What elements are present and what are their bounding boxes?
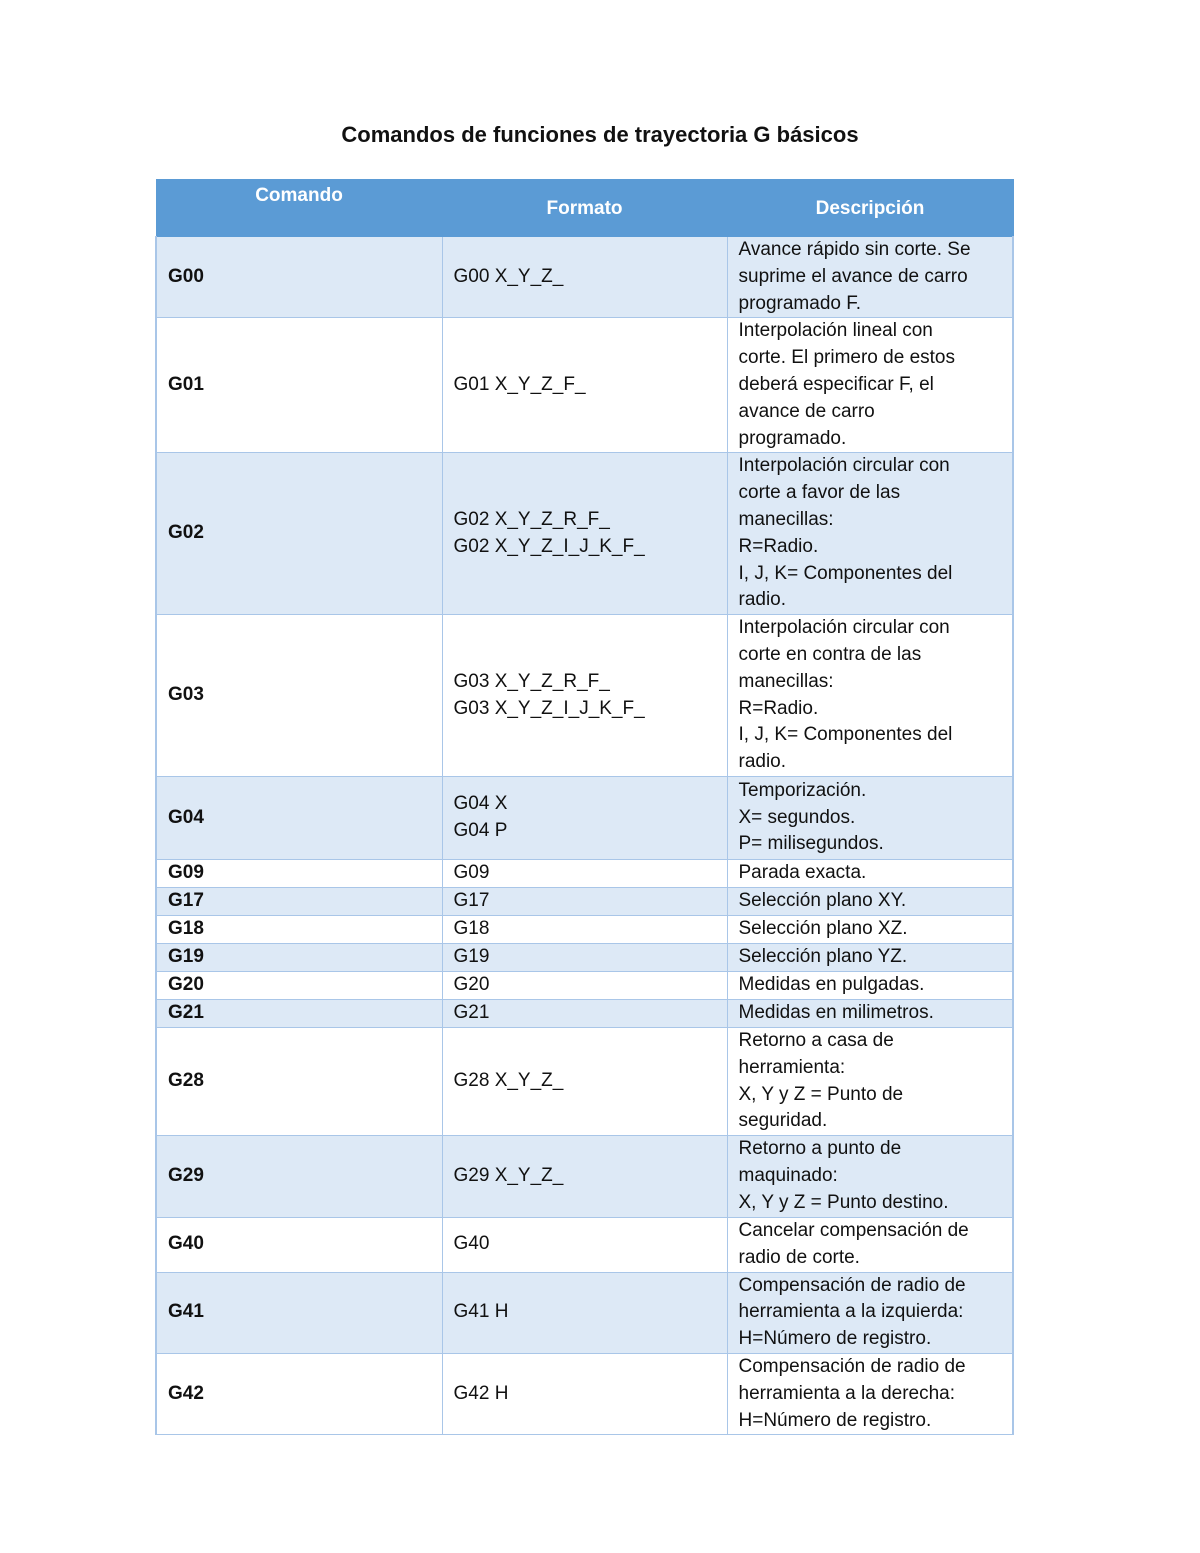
description-line: Retorno a punto de	[738, 1138, 902, 1160]
description-cell	[727, 318, 1013, 453]
table-row	[156, 971, 1013, 999]
table-row	[156, 887, 1013, 915]
description-line: Cancelar compensación de	[738, 1219, 969, 1241]
command-cell: G29	[156, 1136, 442, 1217]
table-row	[156, 859, 1013, 887]
description-line: Compensación de radio de	[738, 1355, 966, 1377]
format-line: G00 X_Y_Z_	[453, 265, 564, 287]
table-row	[156, 1353, 1013, 1434]
format-line: G28 X_Y_Z_	[453, 1070, 564, 1092]
description-line: corte. El primero de estos	[738, 347, 955, 369]
format-cell	[442, 1136, 727, 1217]
description-cell	[727, 776, 1013, 859]
format-line: G02 X_Y_Z_R_F_	[453, 508, 610, 530]
description-line: Retorno a casa de	[738, 1029, 894, 1051]
description-line: H=Número de registro.	[738, 1328, 932, 1350]
description-line: H=Número de registro.	[738, 1409, 932, 1431]
format-line: G19	[453, 946, 490, 968]
header-descripcion-label: Descripción	[815, 198, 925, 219]
format-line: G02 X_Y_Z_I_J_K_F_	[453, 535, 645, 557]
description-cell	[727, 1136, 1013, 1217]
format-cell	[442, 971, 727, 999]
description-line: deberá especificar F, el	[738, 373, 934, 395]
command-cell: G21	[156, 999, 442, 1027]
table-row	[156, 1217, 1013, 1272]
format-cell	[442, 887, 727, 915]
description-cell	[727, 1217, 1013, 1272]
description-cell	[727, 859, 1013, 887]
format-cell	[442, 943, 727, 971]
description-cell	[727, 887, 1013, 915]
description-line: Avance rápido sin corte. Se	[738, 239, 971, 260]
command-cell: G09	[156, 859, 442, 887]
description-line: Selección plano XY.	[738, 890, 907, 912]
table-row	[156, 318, 1013, 453]
header-comando	[156, 180, 442, 237]
description-cell	[727, 1353, 1013, 1434]
description-line: programado F.	[738, 292, 862, 314]
description-line: herramienta:	[738, 1056, 846, 1078]
description-line: Interpolación lineal con	[738, 320, 933, 342]
table-row	[156, 237, 1013, 318]
document-title: Comandos de funciones de trayectoria G básicos	[341, 122, 859, 147]
description-line: maquinado:	[738, 1164, 838, 1186]
format-cell	[442, 915, 727, 943]
table-row	[156, 999, 1013, 1027]
description-line: herramienta a la derecha:	[738, 1382, 956, 1404]
command-cell: G19	[156, 943, 442, 971]
description-line: avance de carro	[738, 400, 875, 422]
format-line: G41 H	[453, 1301, 509, 1323]
description-line: I, J, K= Componentes del	[738, 562, 953, 584]
description-cell	[727, 615, 1013, 777]
description-line: Compensación de radio de	[738, 1274, 966, 1296]
description-line: seguridad.	[738, 1110, 828, 1132]
command-cell: G42	[156, 1353, 442, 1434]
command-cell: G40	[156, 1217, 442, 1272]
command-cell: G18	[156, 915, 442, 943]
command-cell: G28	[156, 1027, 442, 1135]
description-line: manecillas:	[738, 508, 834, 530]
g-commands-table	[155, 179, 1014, 1435]
description-line: P= milisegundos.	[738, 833, 884, 855]
command-cell: G04	[156, 776, 442, 859]
description-cell	[727, 1027, 1013, 1135]
format-cell	[442, 1217, 727, 1272]
format-cell	[442, 1353, 727, 1434]
command-cell: G00	[156, 237, 442, 318]
format-line: G42 H	[453, 1382, 509, 1404]
description-cell	[727, 915, 1013, 943]
format-cell	[442, 453, 727, 615]
format-line: G01 X_Y_Z_F_	[453, 373, 586, 395]
description-line: corte en contra de las	[738, 643, 922, 665]
format-cell	[442, 999, 727, 1027]
description-line: Medidas en milimetros.	[738, 1002, 934, 1024]
description-line: Parada exacta.	[738, 862, 867, 884]
description-line: X, Y y Z = Punto de	[738, 1083, 904, 1105]
format-line: G09	[453, 862, 490, 884]
format-cell	[442, 318, 727, 453]
header-comando-label: Comando	[255, 185, 343, 206]
description-line: suprime el avance de carro	[738, 265, 968, 287]
format-line: G18	[453, 918, 490, 940]
table-row	[156, 1272, 1013, 1353]
description-line: I, J, K= Componentes del	[738, 724, 953, 746]
format-cell	[442, 1272, 727, 1353]
format-line: G40	[453, 1233, 490, 1255]
description-line: Interpolación circular con	[738, 617, 950, 639]
format-cell	[442, 859, 727, 887]
description-line: radio.	[738, 751, 787, 773]
table-row	[156, 1027, 1013, 1135]
description-cell	[727, 1272, 1013, 1353]
table-row	[156, 776, 1013, 859]
description-line: R=Radio.	[738, 535, 819, 557]
description-line: herramienta a la izquierda:	[738, 1301, 964, 1323]
description-line: radio de corte.	[738, 1246, 860, 1268]
table-row	[156, 615, 1013, 777]
description-cell	[727, 999, 1013, 1027]
description-line: radio.	[738, 589, 787, 611]
description-line: manecillas:	[738, 670, 834, 692]
description-line: X= segundos.	[738, 806, 856, 828]
description-line: programado.	[738, 427, 847, 449]
description-line: X, Y y Z = Punto destino.	[738, 1191, 949, 1213]
command-cell: G02	[156, 453, 442, 615]
command-cell: G20	[156, 971, 442, 999]
description-cell	[727, 943, 1013, 971]
command-cell: G17	[156, 887, 442, 915]
description-line: Selección plano XZ.	[738, 918, 908, 940]
format-cell	[442, 615, 727, 777]
format-cell	[442, 237, 727, 318]
table-row	[156, 1136, 1013, 1217]
description-line: corte a favor de las	[738, 482, 901, 504]
format-line: G29 X_Y_Z_	[453, 1164, 564, 1186]
description-cell	[727, 237, 1013, 318]
header-formato	[442, 180, 727, 237]
table-row	[156, 915, 1013, 943]
format-line: G04 P	[453, 819, 508, 841]
table-header-row	[156, 180, 1013, 237]
description-line: Medidas en pulgadas.	[738, 974, 925, 996]
description-line: Selección plano YZ.	[738, 946, 908, 968]
description-cell	[727, 971, 1013, 999]
header-formato-label: Formato	[546, 198, 623, 219]
format-line: G03 X_Y_Z_I_J_K_F_	[453, 697, 645, 719]
format-cell	[442, 1027, 727, 1135]
table-row	[156, 943, 1013, 971]
header-descripcion	[727, 180, 1013, 237]
description-line: R=Radio.	[738, 697, 819, 719]
format-line: G03 X_Y_Z_R_F_	[453, 670, 610, 692]
command-cell: G03	[156, 615, 442, 777]
format-line: G21	[453, 1002, 490, 1024]
description-line: Temporización.	[738, 779, 867, 801]
description-cell	[727, 453, 1013, 615]
command-cell: G41	[156, 1272, 442, 1353]
format-line: G17	[453, 890, 490, 912]
description-line: Interpolación circular con	[738, 455, 950, 477]
format-line: G04 X	[453, 793, 508, 815]
table-row	[156, 453, 1013, 615]
command-cell: G01	[156, 318, 442, 453]
format-cell	[442, 776, 727, 859]
format-line: G20	[453, 974, 490, 996]
